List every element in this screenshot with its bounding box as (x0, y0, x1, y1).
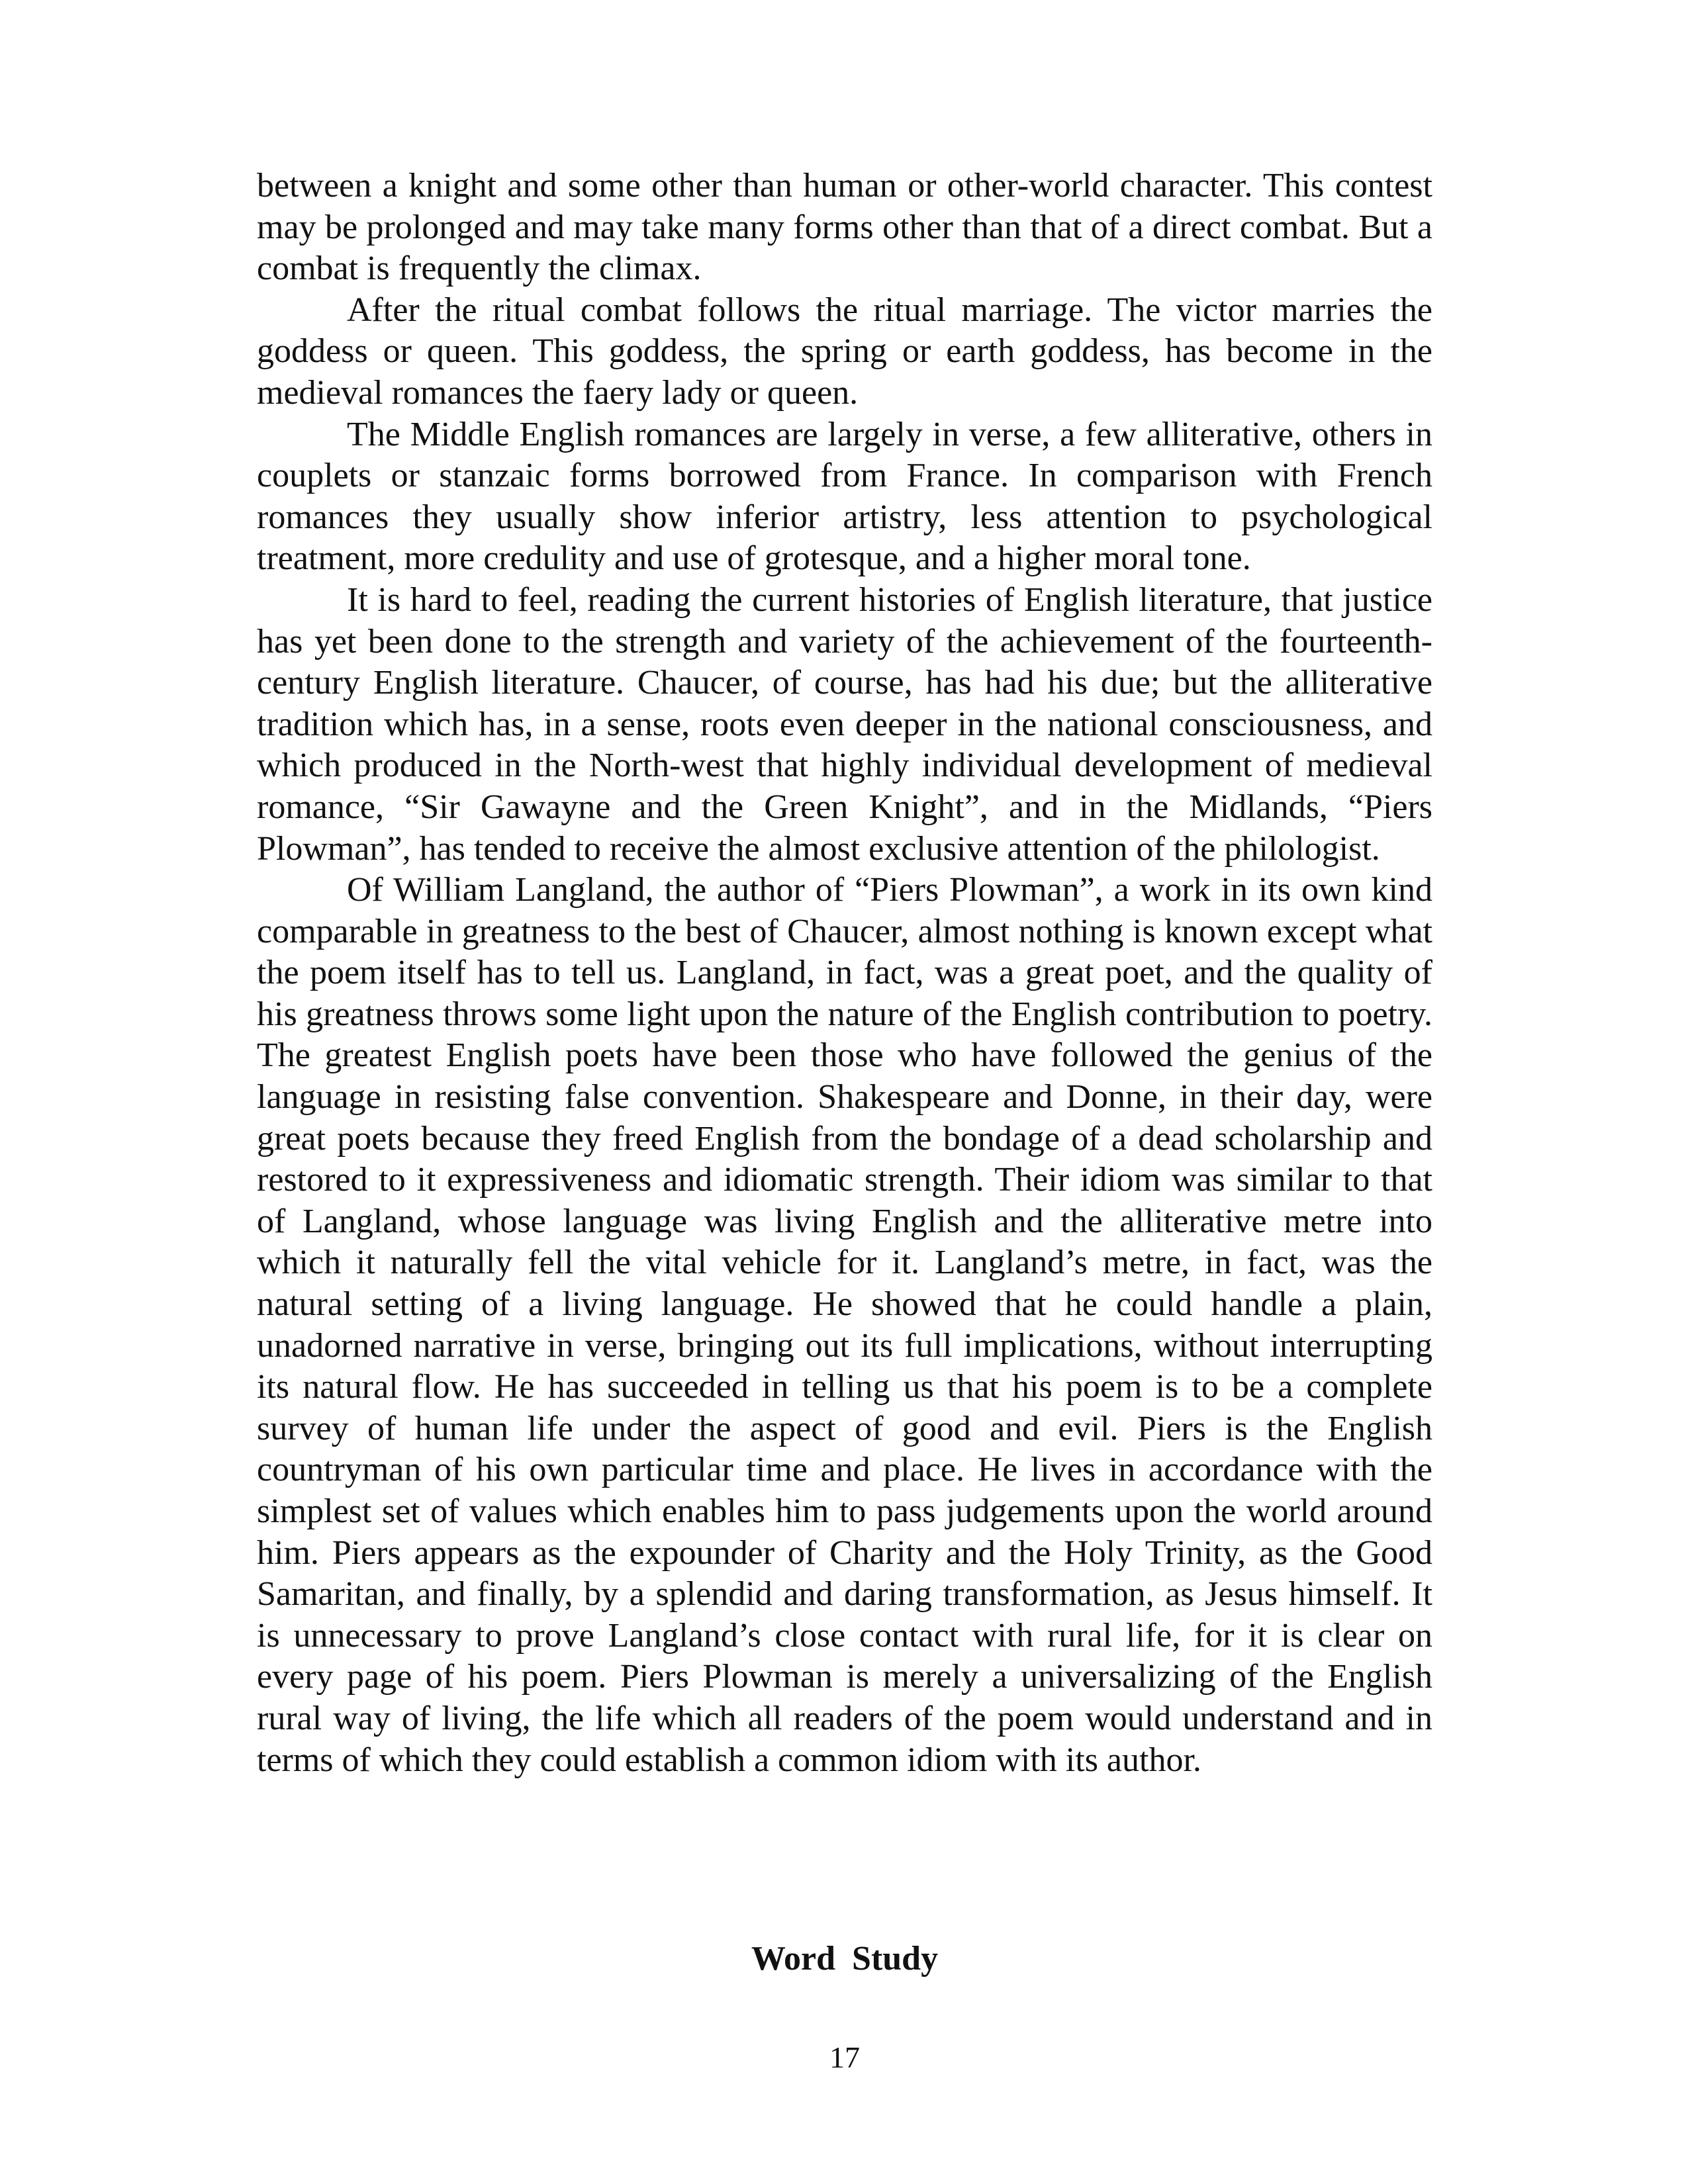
paragraph-ritual-marriage: After the ritual combat follows the ritual marriage. The victor marries the goddess or queen. This goddess, the spring or earth goddess, has become in the medieval romances the faery lady or queen. (257, 291, 1432, 412)
paragraph-william-langland: Of William Langland, the author of “Piers Plowman”, a work in its own kind comparable in greatness to the best of Chaucer, almost nothing is known except what the poem itself has to tell us. Langland, in fact, was a great poet, and the quality of his greatness throws some light upon the nature of the English contribution to poetry. The greatest English poets have been those who have followed the genius of the language in resisting false convention. Shakespeare and Donne, in their day, were great poets because they freed English from the bondage of a dead scholarship and restored to it expressiveness and idiomatic strength. Their idiom was similar to that of Langland, whose language was living English and the alliterative metre into which it naturally fell the vital vehicle for it. Langland’s metre, in fact, was the natural setting of a living language. He showed that he could handle a plain, unadorned narrative in verse, bringing out its full implications, without interrupting its natural flow. He has succeeded in telling us that his poem is to be a complete survey of human life under the aspect of good and evil. Piers is the English countryman of his own particular time and place. He lives in accordance with the simplest set of values which enables him to pass judgements upon the world around him. Piers appears as the expounder of Charity and the Holy Trinity, as the Good Samaritan, and finally, by a splendid and daring transformation, as Jesus himself. It is unnecessary to prove Langland’s close contact with rural life, for it is clear on every page of his poem. Piers Plowman is merely a universalizing of the English rural way of living, the life which all readers of the poem would understand and in terms of which they could establish a common idiom with its author. (257, 871, 1432, 1779)
page-body (257, 165, 1432, 1781)
paragraph-alliterative-tradition: It is hard to feel, reading the current histories of English literature, that justice has yet been done to the strength and variety of the achievement of the fourteenth-century English literature. Chaucer, of course, has had his due; but the alliterative tradition which has, in a sense, roots even deeper in the national consciousness, and which produced in the North-west that highly individual development of medieval romance, “Sir Gawayne and the Green Knight”, and in the Midlands, “Piers Plowman”, has tended to receive the almost exclusive attention of the philologist. (257, 580, 1432, 868)
page-number: 17 (829, 2040, 860, 2074)
paragraph-continuation: between a knight and some other than human or other-world character. This contest may be prolonged and may take many forms other than that of a direct combat. But a combat is frequently the climax. (257, 167, 1432, 288)
paragraph-middle-english-romances: The Middle English romances are largely in verse, a few alliterative, others in couplets or stanzaic forms borrowed from France. In comparison with French romances they usually show inferior artistry, less attention to psychological treatment, more credulity and use of grotesque, and a higher moral tone. (257, 415, 1432, 578)
section-heading-word-study: Word Study (751, 1940, 939, 1978)
